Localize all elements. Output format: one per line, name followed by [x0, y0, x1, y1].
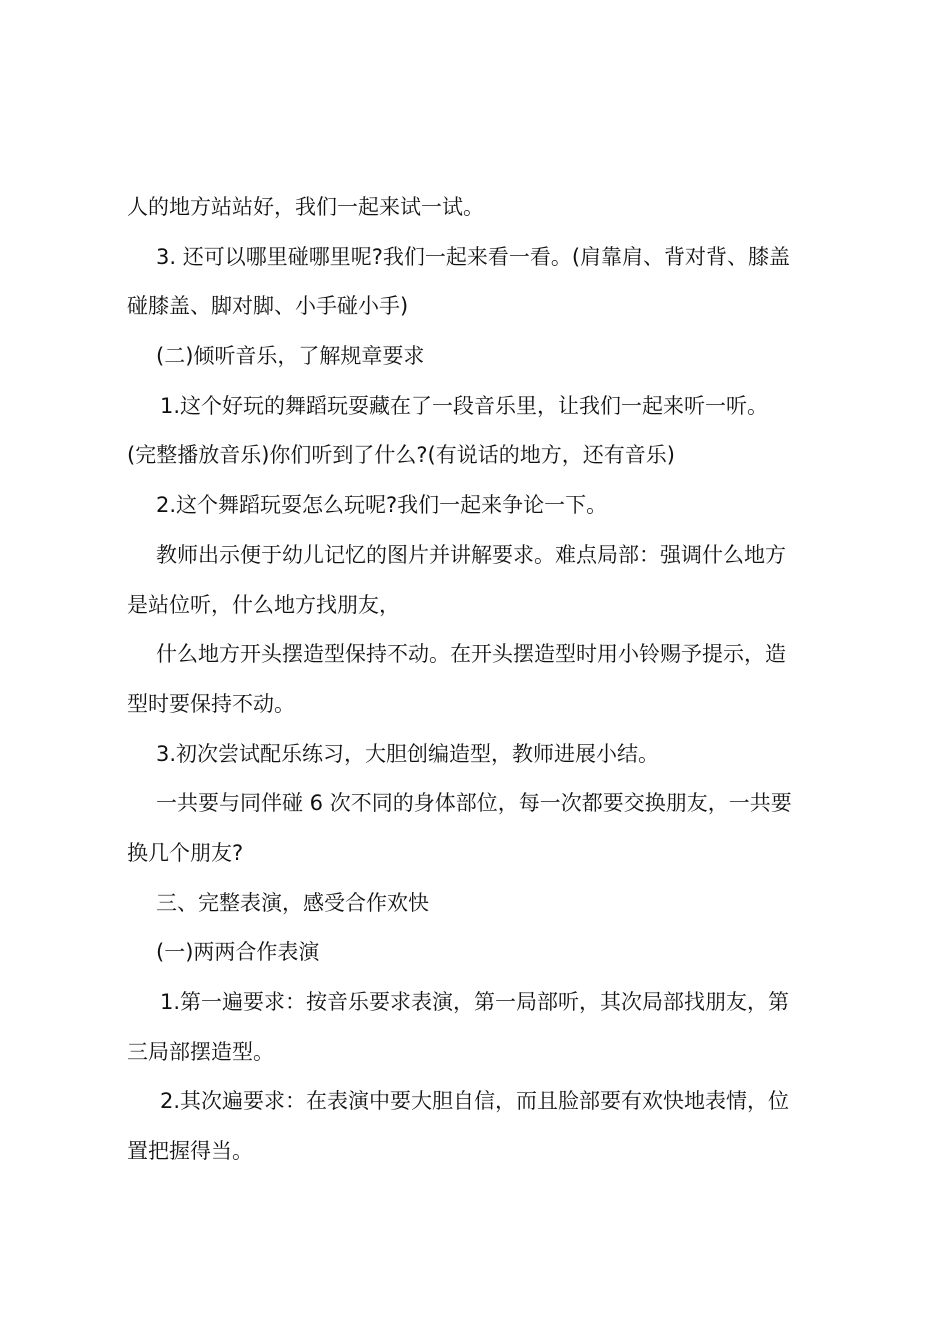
- text-line-body-parts-cont: 换几个朋友?: [127, 840, 244, 865]
- text-line-item-3-practice: 3.初次尝试配乐练习，大胆创编造型，教师进展小结。: [156, 741, 660, 766]
- text-line-item-3: 3. 还可以哪里碰哪里呢?我们一起来看一看。(肩靠肩、背对背、膝盖: [156, 244, 791, 269]
- text-line-continuation: 人的地方站站好，我们一起来试一试。: [127, 195, 484, 219]
- section-heading-performance: 三、完整表演，感受合作欢快: [156, 890, 429, 915]
- text-line-first-round-cont: 三局部摆造型。: [127, 1039, 274, 1064]
- text-line-second-round-cont: 置把握得当。: [127, 1139, 253, 1164]
- text-line-item-3-cont: 碰膝盖、脚对脚、小手碰小手): [127, 294, 409, 319]
- section-heading-listen-music: (二)倾听音乐，了解规章要求: [156, 344, 425, 369]
- text-line-pose-cont: 型时要保持不动。: [127, 691, 295, 716]
- text-line-item-1-cont: (完整播放音乐)你们听到了什么?(有说话的地方，还有音乐): [127, 443, 675, 468]
- text-line-pose: 什么地方开头摆造型保持不动。在开头摆造型时用小铃赐予提示，造: [156, 642, 786, 667]
- text-line-first-round: 1.第一遍要求：按音乐要求表演，第一局部听，其次局部找朋友，第: [160, 990, 790, 1014]
- text-line-body-parts: 一共要与同伴碰 6 次不同的身体部位，每一次都要交换朋友，一共要: [156, 791, 792, 816]
- section-heading-pair-performance: (一)两两合作表演: [156, 940, 320, 965]
- text-line-second-round: 2.其次遍要求：在表演中要大胆自信，而且脸部要有欢快地表情，位: [160, 1089, 790, 1114]
- text-line-teacher-shows: 教师出示便于幼儿记忆的图片并讲解要求。难点局部：强调什么地方: [156, 542, 786, 567]
- text-line-item-2: 2.这个舞蹈玩耍怎么玩呢?我们一起来争论一下。: [156, 493, 608, 518]
- text-line-item-1: 1.这个好玩的舞蹈玩耍藏在了一段音乐里，让我们一起来听一听。: [160, 393, 769, 418]
- document-body: [127, 183, 833, 1177]
- text-line-teacher-shows-cont: 是站位听，什么地方找朋友，: [127, 592, 400, 617]
